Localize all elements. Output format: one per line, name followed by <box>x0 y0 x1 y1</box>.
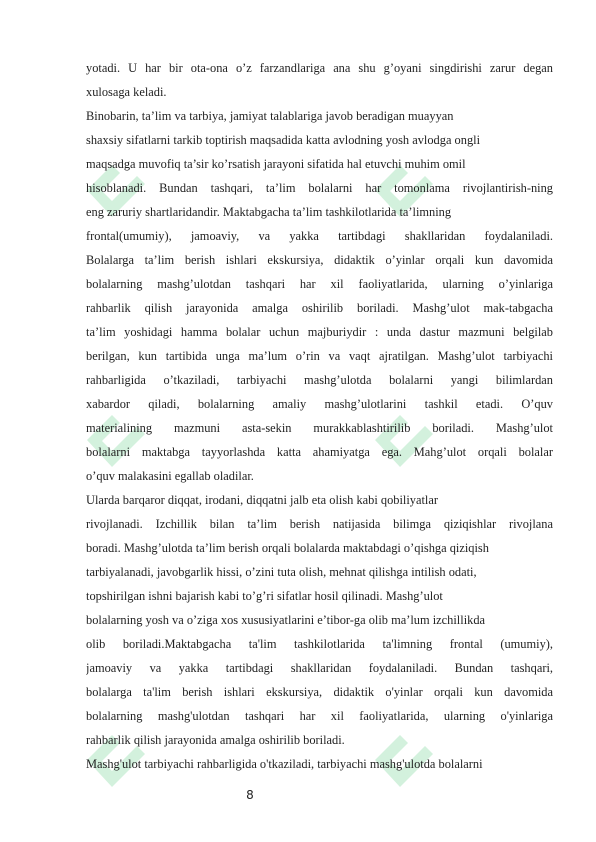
text-line: tarbiyalanadi, javobgarlik hissi, o’zini tuta olish, mehnat qilishga intilish odati, <box>86 565 477 579</box>
text-line: xabardor qiladi, bolalarning amaliy mashg’ulotlarini tashkil etadi. O’quv <box>86 397 553 411</box>
text-line: olib boriladi.Maktabgacha ta'lim tashkilotlarida ta'limning frontal (umumiy), <box>86 637 553 651</box>
text-line: ta’lim yoshidagi hamma bolalar uchun majburiydir : unda dastur mazmuni belgilab <box>86 325 553 339</box>
text-line: Ularda barqaror diqqat, irodani, diqqatni jalb eta olish kabi qobiliyatlar <box>86 493 438 507</box>
page-number: 8 <box>246 788 254 802</box>
text-line: bolalarga ta'lim berish ishlari ekskursiya, didaktik o'yinlar orqali kun davomida <box>86 685 553 699</box>
text-line: rahbarlik qilish jarayonida amalga oshirilib boriladi. <box>86 733 345 747</box>
text-line: rahbarligida o’tkaziladi, tarbiyachi mashg’ulotda bolalarni yangi bilimlardan <box>86 373 553 387</box>
text-line: boradi. Mashg’ulotda ta’lim berish orqali bolalarda maktabdagi o’qishga qiziqish <box>86 541 489 555</box>
text-line: Binobarin, ta’lim va tarbiya, jamiyat talablariga javob beradigan muayyan <box>86 109 454 123</box>
text-line: yotadi. U har bir ota-ona o’z farzandlariga ana shu g’oyani singdirishi zarur degan <box>86 61 553 75</box>
body-text <box>86 56 553 776</box>
text-line: Bolalarga ta’lim berish ishlari ekskursiya, didaktik o’yinlar orqali kun davomida <box>86 253 553 267</box>
text-line: frontal(umumiy), jamoaviy, va yakka tartibdagi shakllaridan foydalaniladi. <box>86 229 553 243</box>
text-line: bolalarning mashg'ulotdan tashqari har xil faoliyatlarida, ularning o'yinlariga <box>86 709 553 723</box>
text-line: bolalarni maktabga tayyorlashda katta ahamiyatga ega. Mahg’ulot orqali bolalar <box>86 445 553 459</box>
text-line: bolalarning yosh va o’ziga xos xususiyatlarini e’tibor-ga olib ma’lum izchillikda <box>86 613 486 627</box>
text-line: eng zaruriy shartlaridandir. Maktabgacha ta’lim tashkilotlarida ta’limning <box>86 205 452 219</box>
text-line: maqsadga muvofiq ta’sir ko’rsatish jarayoni sifatida hal etuvchi muhim omil <box>86 157 466 171</box>
text-line: berilgan, kun tartibida unga ma’lum o’rin va vaqt ajratilgan. Mashg’ulot tarbiyachi <box>86 349 553 363</box>
text-line: xulosaga keladi. <box>86 85 167 99</box>
text-line: Mashg'ulot tarbiyachi rahbarligida o'tkaziladi, tarbiyachi mashg'ulotda bolalarni <box>86 757 483 771</box>
text-line: shaxsiy sifatlarni tarkib toptirish maqsadida katta avlodning yosh avlodga ongli <box>86 133 481 147</box>
text-line: hisoblanadi. Bundan tashqari, ta’lim bolalarni har tomonlama rivojlantirish-ning <box>86 181 553 195</box>
text-line: rivojlanadi. Izchillik bilan ta’lim berish natijasida bilimga qiziqishlar rivojlana <box>86 517 553 531</box>
text-line: jamoaviy va yakka tartibdagi shakllaridan foydalaniladi. Bundan tashqari, <box>86 661 553 675</box>
text-line: materialining mazmuni asta-sekin murakkablashtirilib boriladi. Mashg’ulot <box>86 421 553 435</box>
text-line: rahbarlik qilish jarayonida amalga oshirilib boriladi. Mashg’ulot mak-tabgacha <box>86 301 553 315</box>
text-line: o’quv malakasini egallab oladilar. <box>86 469 254 483</box>
text-line: bolalarning mashg’ulotdan tashqari har xil faoliyatlarida, ularning o’yinlariga <box>86 277 553 291</box>
text-line: topshirilgan ishni bajarish kabi to’g’ri sifatlar hosil qilinadi. Mashg’ulot <box>86 589 443 603</box>
